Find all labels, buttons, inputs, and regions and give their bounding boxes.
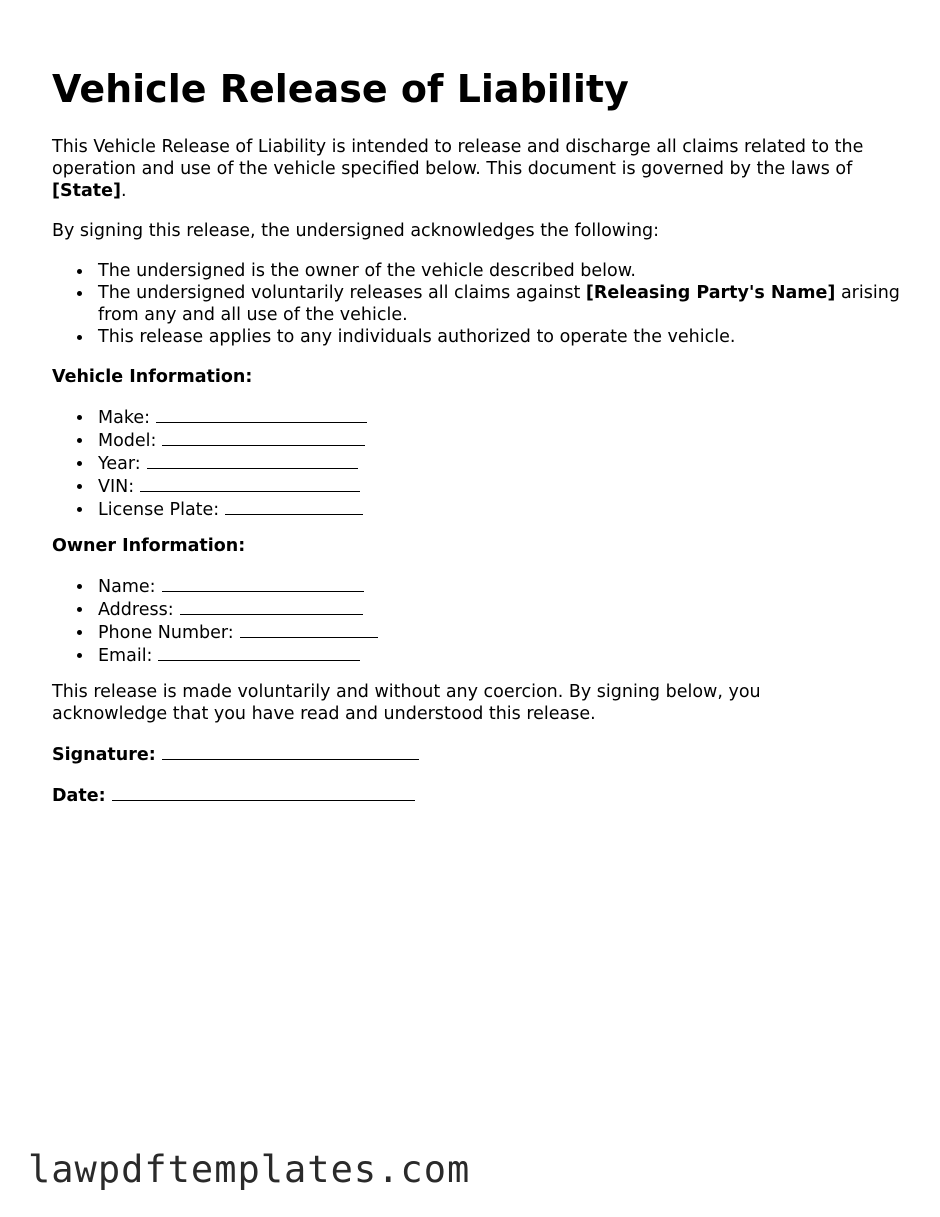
name-label: Name: bbox=[98, 577, 156, 597]
signature-line bbox=[52, 743, 419, 766]
make-field bbox=[98, 406, 367, 429]
acknowledgement-list bbox=[52, 260, 938, 348]
name-field bbox=[98, 575, 378, 598]
acknowledgement-item: The undersigned is the owner of the vehicle described below. bbox=[98, 260, 938, 282]
state-placeholder: [State] bbox=[52, 181, 122, 201]
email-blank[interactable] bbox=[158, 644, 360, 661]
date-line bbox=[52, 784, 415, 807]
acknowledgement-text: The undersigned voluntarily releases all claims against bbox=[98, 283, 586, 303]
license-plate-blank[interactable] bbox=[225, 498, 363, 515]
phone-blank[interactable] bbox=[240, 621, 378, 638]
vehicle-info-list bbox=[52, 406, 367, 521]
acknowledgement-text: arising from any and all use of the vehicle. bbox=[98, 283, 900, 325]
owner-info-list bbox=[52, 575, 378, 667]
name-blank[interactable] bbox=[162, 575, 364, 592]
model-blank[interactable] bbox=[162, 429, 365, 446]
year-label: Year: bbox=[98, 454, 141, 474]
email-field bbox=[98, 644, 378, 667]
owner-info-heading: Owner Information: bbox=[52, 536, 246, 556]
address-field bbox=[98, 598, 378, 621]
vin-blank[interactable] bbox=[140, 475, 360, 492]
intro-paragraph bbox=[52, 136, 882, 202]
vin-label: VIN: bbox=[98, 477, 135, 497]
document-title: Vehicle Release of Liability bbox=[52, 67, 629, 111]
vehicle-info-heading: Vehicle Information: bbox=[52, 367, 253, 387]
email-label: Email: bbox=[98, 646, 153, 666]
model-label: Model: bbox=[98, 431, 157, 451]
make-label: Make: bbox=[98, 408, 150, 428]
phone-label: Phone Number: bbox=[98, 623, 234, 643]
intro-period: . bbox=[121, 181, 127, 201]
watermark-text: lawpdftemplates.com bbox=[28, 1148, 471, 1191]
vin-field bbox=[98, 475, 367, 498]
acknowledgement-item bbox=[98, 282, 938, 326]
address-blank[interactable] bbox=[180, 598, 363, 615]
releasing-party-placeholder: [Releasing Party's Name] bbox=[585, 283, 836, 303]
year-blank[interactable] bbox=[147, 452, 358, 469]
acknowledgement-lead: By signing this release, the undersigned acknowledges the following: bbox=[52, 221, 660, 241]
year-field bbox=[98, 452, 367, 475]
model-field bbox=[98, 429, 367, 452]
signature-label: Signature: bbox=[52, 745, 156, 765]
date-blank[interactable] bbox=[112, 784, 415, 801]
acknowledgement-item: This release applies to any individuals authorized to operate the vehicle. bbox=[98, 326, 938, 348]
intro-text: This Vehicle Release of Liability is intended to release and discharge all claims related to the operation and use of the vehicle specified below. This document is governed by the laws of bbox=[52, 137, 864, 179]
license-plate-label: License Plate: bbox=[98, 500, 220, 520]
license-plate-field bbox=[98, 498, 367, 521]
closing-paragraph: This release is made voluntarily and without any coercion. By signing below, you acknowledge that you have read and understood this release. bbox=[52, 682, 761, 724]
signature-blank[interactable] bbox=[162, 743, 419, 760]
make-blank[interactable] bbox=[156, 406, 367, 423]
address-label: Address: bbox=[98, 600, 174, 620]
phone-field bbox=[98, 621, 378, 644]
date-label: Date: bbox=[52, 786, 106, 806]
